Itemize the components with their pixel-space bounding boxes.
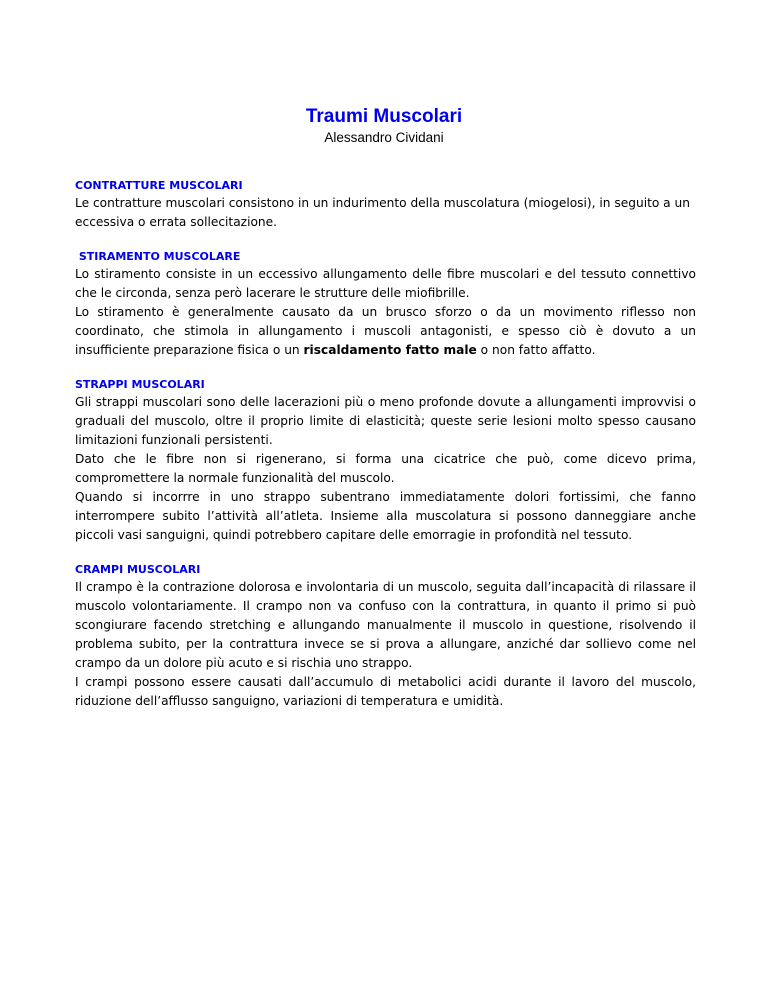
- paragraph: Lo stiramento consiste in un eccessivo allungamento delle fibre muscolari e del tessuto connettivo che le circonda, senza però lacerare le strutture delle miofibrille.: [75, 267, 696, 300]
- paragraph: Dato che le fibre non si rigenerano, si forma una cicatrice che può, come dicevo prima, compromettere la normale funzionalità del muscolo.: [75, 452, 696, 485]
- section-stiramento: [75, 248, 696, 360]
- paragraph: Il crampo è la contrazione dolorosa e involontaria di un muscolo, seguita dall’incapacità di rilassare il muscolo volontariamente. Il crampo non va confuso con la contrattura, in quanto il primo si può scongiurare facendo stretching e allungando manualmente il muscolo in questione, risolvendo il problema subito, per la contrattura invece se si prova a allungare, anziché dar sollievo come nel crampo da un dolore più acuto e si rischia uno strappo.: [75, 580, 696, 670]
- section-heading: STRAPPI MUSCOLARI: [75, 378, 205, 391]
- section-contratture: [75, 177, 696, 232]
- bold-text: riscaldamento fatto male: [303, 343, 477, 357]
- paragraph: Gli strappi muscolari sono delle lacerazioni più o meno profonde dovute a allungamenti improvvisi o graduali del muscolo, oltre il proprio limite di elasticità; queste serie lesioni molto spesso causano limitazioni funzionali persistenti.: [75, 395, 696, 447]
- document-author: Alessandro Cividani: [324, 130, 444, 145]
- section-heading: CRAMPI MUSCOLARI: [75, 563, 201, 576]
- paragraph: [75, 303, 696, 360]
- paragraph-text: o non fatto affatto.: [476, 343, 596, 357]
- paragraph: Quando si incorrre in uno strappo subentrano immediatamente dolori fortissimi, che fanno interrompere subito l’attività all’atleta. Insieme alla muscolatura si possono danneggiare anche piccoli vasi sanguigni, quindi potrebbero capitare delle emorragie in profondità nel tessuto.: [75, 490, 696, 542]
- document-header: [0, 105, 768, 147]
- document-title: Traumi Muscolari: [305, 106, 463, 127]
- section-crampi: [75, 561, 696, 711]
- document-body: [75, 177, 696, 727]
- section-heading: CONTRATTURE MUSCOLARI: [75, 179, 243, 192]
- section-heading: STIRAMENTO MUSCOLARE: [75, 250, 241, 263]
- paragraph: Le contratture muscolari consistono in un indurimento della muscolatura (miogelosi), in seguito a un eccessiva o errata sollecitazione.: [75, 196, 690, 229]
- paragraph-text: Lo stiramento è generalmente causato da un brusco sforzo o da un movimento riflesso non coordinato, che stimola in allungamento i muscoli antagonisti, e spesso ciò è dovuto a un insufficiente preparazione fisica o un: [75, 305, 696, 357]
- paragraph: I crampi possono essere causati dall’accumulo di metabolici acidi durante il lavoro del muscolo, riduzione dell’afflusso sanguigno, variazioni di temperatura e umidità.: [75, 675, 696, 708]
- section-strappi: [75, 376, 696, 545]
